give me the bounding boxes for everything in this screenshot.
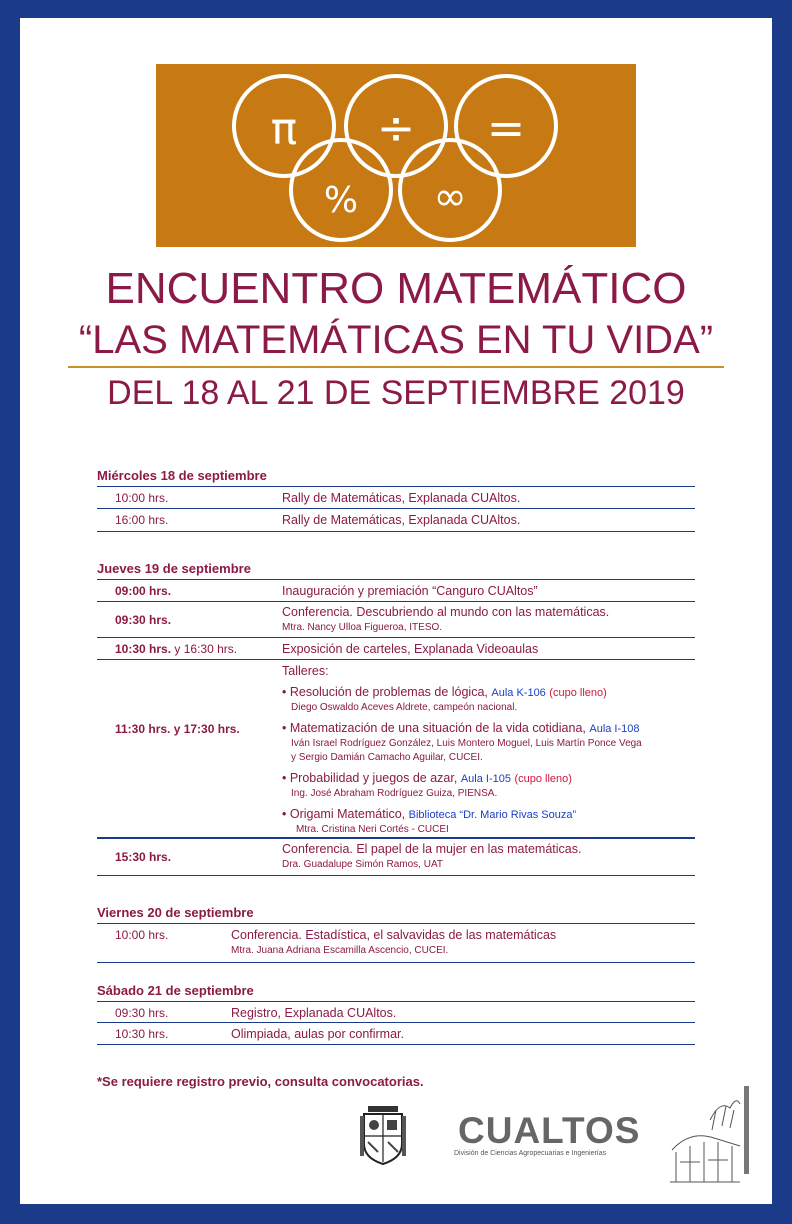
divider	[68, 366, 724, 368]
workshop-title: • Matematización de una situación de la vida cotidiana,	[282, 721, 586, 735]
time-main: 10:30 hrs.	[115, 642, 172, 656]
day-heading-saturday: Sábado 21 de septiembre	[97, 983, 254, 998]
schedule-row	[97, 1022, 695, 1045]
row-description: Conferencia. Descubriendo al mundo con las matemáticas.	[282, 605, 610, 619]
row-description: Olimpiada, aulas por confirmar.	[231, 1027, 404, 1041]
workshops-heading: Talleres:	[282, 664, 329, 678]
schedule-row	[97, 923, 695, 963]
workshop-3	[282, 771, 572, 785]
percent-symbol: %	[323, 180, 359, 221]
workshop-status: (cupo lleno)	[514, 773, 572, 785]
poster-page	[20, 18, 772, 1204]
workshop-speaker: Ing. José Abraham Rodríguez Guiza, PIENSA.	[291, 788, 498, 799]
workshop-title: • Origami Matemático,	[282, 807, 406, 821]
math-symbols-banner	[156, 64, 636, 247]
row-time: 09:30 hrs.	[115, 613, 172, 627]
division-name: División de Ciencias Agropecuarias e Ingenierías	[454, 1150, 607, 1157]
schedule-row-workshops	[97, 659, 695, 838]
row-time: 09:30 hrs.	[115, 1006, 169, 1020]
row-time: 15:30 hrs.	[115, 850, 172, 864]
workshop-speaker: Mtra. Cristina Neri Cortés - CUCEI	[296, 824, 449, 835]
registration-note: *Se requiere registro previo, consulta convocatorias.	[97, 1074, 424, 1089]
schedule-row	[97, 486, 695, 509]
pi-symbol: π	[270, 104, 298, 155]
workshop-room: Biblioteca “Dr. Mario Rivas Souza”	[408, 809, 577, 821]
row-speaker: Mtra. Nancy Ulloa Figueroa, ITESO.	[282, 622, 443, 633]
row-time: 10:00 hrs.	[115, 491, 169, 505]
workshop-title: • Resolución de problemas de lógica,	[282, 685, 488, 699]
cualtos-logo: CUALTOS	[458, 1110, 641, 1151]
divide-symbol: ÷	[376, 101, 416, 155]
infinity-symbol: ∞	[433, 174, 467, 220]
workshop-room: Aula I-105	[460, 773, 511, 785]
row-description: Rally de Matemáticas, Explanada CUAltos.	[282, 491, 521, 505]
schedule-row	[97, 508, 695, 532]
workshop-4	[282, 807, 576, 821]
workshop-speaker: y Sergio Damián Camacho Aguilar, CUCEI.	[291, 752, 483, 763]
day-heading-wednesday: Miércoles 18 de septiembre	[97, 468, 267, 483]
row-description: Registro, Explanada CUAltos.	[231, 1006, 397, 1020]
event-dates: DEL 18 AL 21 DE SEPTIEMBRE 2019	[107, 374, 685, 412]
day-heading-thursday: Jueves 19 de septiembre	[97, 561, 251, 576]
workshop-room: Aula K-106	[491, 687, 546, 699]
event-subtitle: “LAS MATEMÁTICAS EN TU VIDA”	[78, 318, 714, 362]
row-time: 16:00 hrs.	[115, 513, 169, 527]
university-crest-icon	[358, 1104, 408, 1168]
row-time: 11:30 hrs. y 17:30 hrs.	[115, 722, 240, 736]
workshop-speaker: Iván Israel Rodríguez González, Luis Montero Moguel, Luis Martín Ponce Vega	[291, 738, 642, 749]
row-description: Inauguración y premiación “Canguro CUAltos”	[282, 584, 538, 598]
workshop-2	[282, 721, 640, 735]
schedule-row	[97, 579, 695, 602]
day-heading-friday: Viernes 20 de septiembre	[97, 905, 254, 920]
row-description: Conferencia. El papel de la mujer en las matemáticas.	[282, 842, 582, 856]
workshop-speaker: Diego Oswaldo Aceves Aldrete, campeón nacional.	[291, 702, 518, 713]
schedule-row	[97, 637, 695, 660]
rings-graphic	[156, 64, 636, 247]
row-speaker: Mtra. Juana Adriana Escamilla Ascencio, CUCEI.	[231, 945, 449, 956]
row-description: Exposición de carteles, Explanada Videoaulas	[282, 642, 539, 656]
row-description: Conferencia. Estadística, el salvavidas de las matemáticas	[231, 928, 557, 942]
row-time: 10:00 hrs.	[115, 928, 169, 942]
row-description: Rally de Matemáticas, Explanada CUAltos.	[282, 513, 521, 527]
event-title: ENCUENTRO MATEMÁTICO	[105, 264, 687, 313]
row-speaker: Dra. Guadalupe Simón Ramos, UAT	[282, 859, 443, 870]
row-time	[115, 642, 237, 656]
workshop-1	[282, 685, 607, 699]
building-sketch-icon	[670, 1090, 742, 1186]
workshop-status: (cupo lleno)	[549, 687, 607, 699]
schedule-row	[97, 1001, 695, 1023]
schedule-row	[97, 601, 695, 638]
row-time: 10:30 hrs.	[115, 1027, 169, 1041]
schedule-row	[97, 837, 695, 876]
row-time: 09:00 hrs.	[115, 584, 172, 598]
workshop-room: Aula I-108	[589, 723, 640, 735]
workshop-title: • Probabilidad y juegos de azar,	[282, 771, 458, 785]
time-extra: y 16:30 hrs.	[174, 642, 238, 656]
equals-symbol: =	[486, 101, 526, 155]
accent-bar	[744, 1086, 749, 1174]
